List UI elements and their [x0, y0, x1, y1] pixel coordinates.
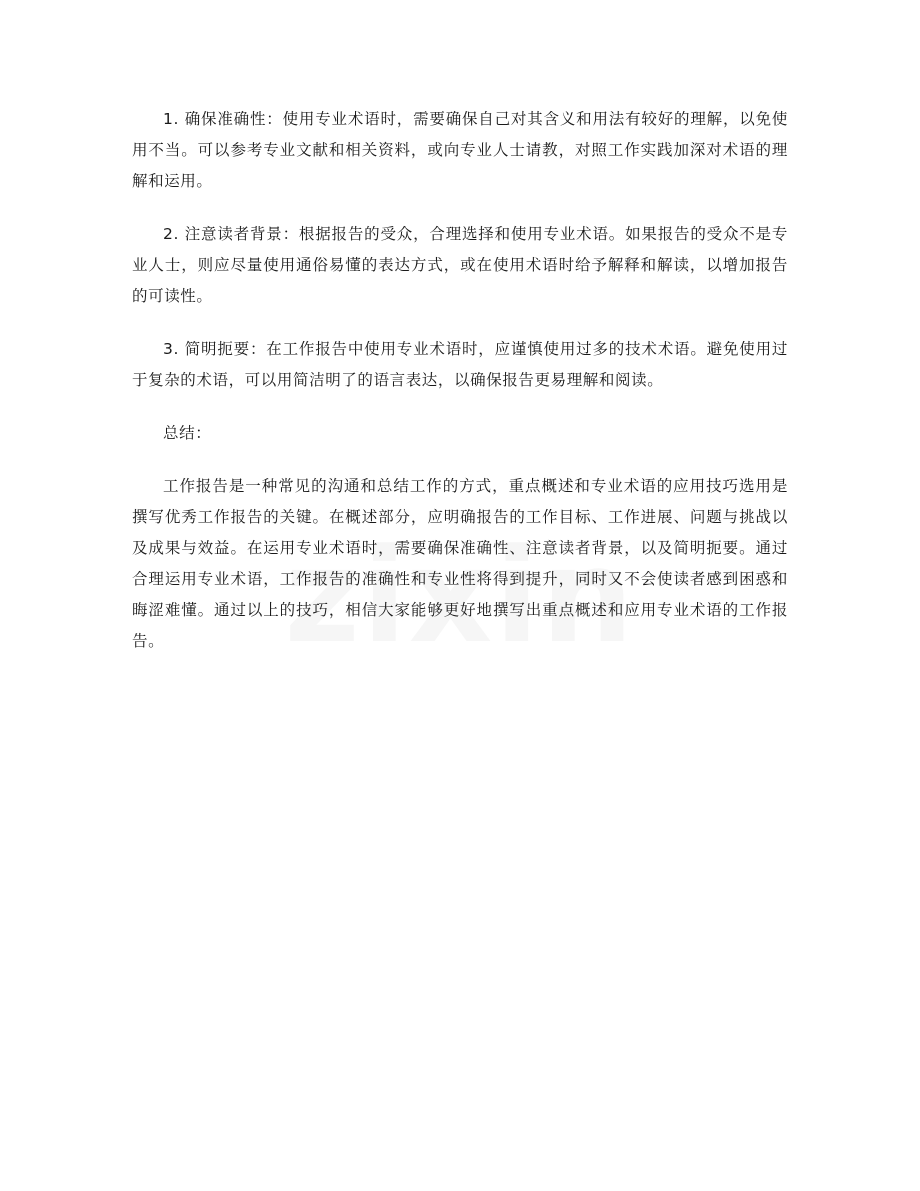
paragraph-accuracy: 1. 确保准确性：使用专业术语时，需要确保自己对其含义和用法有较好的理解，以免使用不当。可以参考专业文献和相关资料，或向专业人士请教，对照工作实践加深对术语的理解和运用。: [132, 110, 788, 190]
paragraph-summary: 工作报告是一种常见的沟通和总结工作的方式，重点概述和专业术语的应用技巧选用是撰写优秀工作报告的关键。在概述部分，应明确报告的工作目标、工作进展、问题与挑战以及成果与效益。在运用专业术语时，需要确保准确性、注意读者背景，以及简明扼要。通过合理运用专业术语，工作报告的准确性和专业性将得到提升，同时又不会使读者感到困惑和晦涩难懂。通过以上的技巧，相信大家能够更好地撰写出重点概述和应用专业术语的工作报告。: [132, 477, 788, 650]
document-body: [132, 104, 788, 679]
summary-heading: 总结：: [163, 424, 212, 442]
paragraph-reader-background: 2. 注意读者背景：根据报告的受众，合理选择和使用专业术语。如果报告的受众不是专业人士，则应尽量使用通俗易懂的表达方式，或在使用术语时给予解释和解读，以增加报告的可读性。: [132, 225, 788, 305]
paragraph-concise: 3. 简明扼要：在工作报告中使用专业术语时，应谨慎使用过多的技术术语。避免使用过于复杂的术语，可以用简洁明了的语言表达，以确保报告更易理解和阅读。: [132, 340, 788, 389]
